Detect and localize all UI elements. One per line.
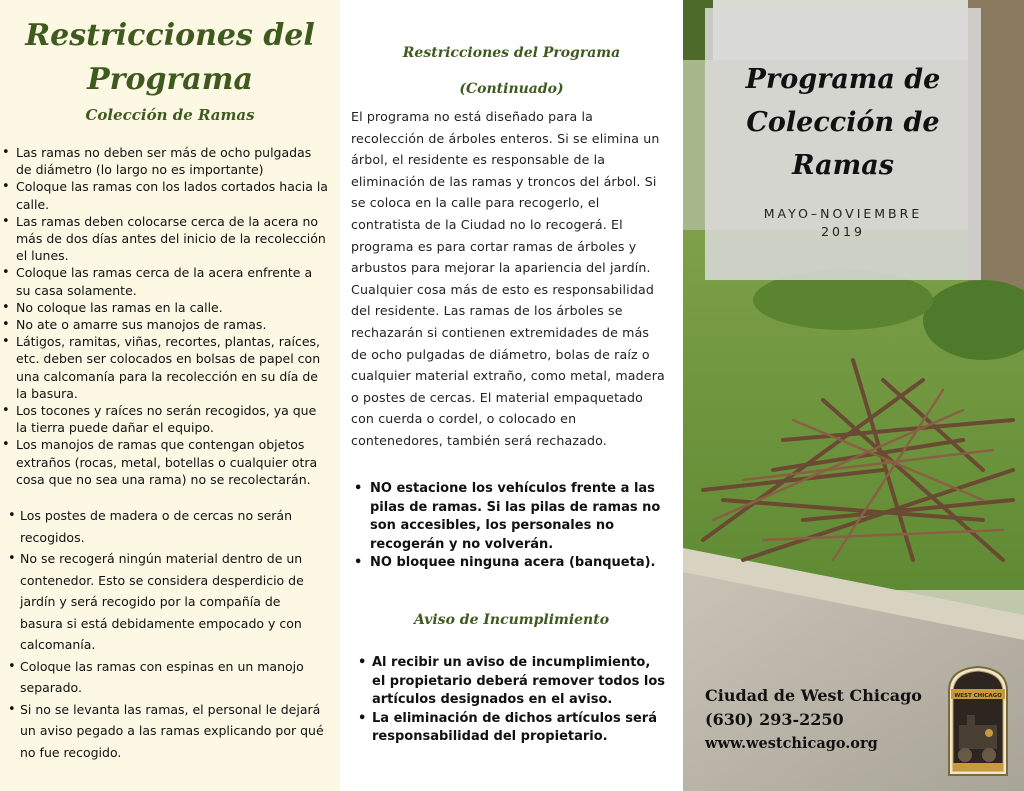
list-item: • Los manojos de ramas que contengan objetos extraños (rocas, metal, botellas o cualquier otra cosa que no sea una rama) no se recolectarán. <box>0 436 330 488</box>
parking-rules-list <box>352 480 662 573</box>
left-title <box>0 14 340 102</box>
dates-range: MAYO–NOVIEMBRE <box>763 206 923 221</box>
middle-title <box>340 35 683 107</box>
left-subtitle: Colección de Ramas <box>85 106 255 124</box>
list-item: • Las ramas deben colocarse cerca de la acera no más de dos días antes del inicio de la recolección el lunes. <box>0 213 330 265</box>
noncompliance-heading: Aviso de Incumplimiento <box>413 612 610 628</box>
list-item: • Al recibir un aviso de incumplimiento, el propietario deberá remover todos los artículos designados en el aviso. <box>356 654 666 710</box>
list-item: • Coloque las ramas con los lados cortados hacia la calle. <box>0 178 330 212</box>
city-name: Ciudad de West Chicago <box>705 686 922 705</box>
list-item: • Coloque las ramas cerca de la acera enfrente a su casa solamente. <box>0 264 330 298</box>
list-item: • NO estacione los vehículos frente a las pilas de ramas. Si las pilas de ramas no son accesibles, los personales no recogerán y no volverán. <box>352 480 662 554</box>
list-item: • No ate o amarre sus manojos de ramas. <box>0 316 330 333</box>
website-link[interactable]: www.westchicago.org <box>705 735 878 752</box>
main-title-line3: Ramas <box>792 150 894 181</box>
list-item: • Coloque las ramas con espinas en un manojo separado. <box>6 656 324 699</box>
middle-title-line1: Restricciones del Programa <box>402 45 621 61</box>
seal-text: WEST CHICAGO <box>954 693 1002 699</box>
middle-title-line2: (Continuado) <box>459 81 564 97</box>
program-dates <box>705 205 981 241</box>
title-box <box>705 8 981 280</box>
main-title <box>705 58 981 187</box>
list-item: • NO bloquee ninguna acera (banqueta). <box>352 554 662 573</box>
restrictions-list-2 <box>6 505 324 763</box>
left-panel <box>0 0 340 791</box>
cover-panel <box>683 0 1024 791</box>
list-item: • No se recogerá ningún material dentro de un contenedor. Esto se considera desperdicio de jardín y será recogido por la compañía de basura si está debidamente empocado y con calcomanía. <box>6 548 324 656</box>
list-item: • Látigos, ramitas, viñas, recortes, plantas, raíces, etc. deben ser colocados en bolsas de papel con una calcomanía para la recolección en su día de la basura. <box>0 333 330 402</box>
city-seal-logo <box>945 663 1011 777</box>
program-description: El programa no está diseñado para la recolección de árboles enteros. Si se elimina un árbol, el residente es responsable de la eliminación de las ramas y troncos del árbol. Si se coloca en la calle para recogerlo, el contratista de la Ciudad no lo recogerá. El programa es para cortar ramas de árboles y arbustos para mejorar la apariencia del jardín. Cualquier cosa más de esto es responsabilidad del residente. Las ramas de los árboles se rechazarán si contienen extremidades de más de ocho pulgadas de diámetro, bolas de raíz o cualquier material extraño, como metal, madera o postes de cercas. El material empaquetado con cuerda o cordel, o colocado en contenedores, también será rechazado. <box>351 109 665 448</box>
left-title-line1: Restricciones del <box>25 18 315 53</box>
list-item: • Los postes de madera o de cercas no serán recogidos. <box>6 505 324 548</box>
list-item: • Las ramas no deben ser más de ocho pulgadas de diámetro (lo largo no es importante) <box>0 144 330 178</box>
list-item: • Si no se levanta las ramas, el personal le dejará un aviso pegado a las ramas explicando por qué no fue recogido. <box>6 699 324 764</box>
dates-year: 2019 <box>821 224 865 239</box>
contact-info <box>705 684 922 756</box>
list-item: • No coloque las ramas en la calle. <box>0 299 330 316</box>
main-title-line1: Programa de <box>745 64 941 95</box>
list-item: • Los tocones y raíces no serán recogidos, ya que la tierra puede dañar el equipo. <box>0 402 330 436</box>
noncompliance-list <box>356 654 666 747</box>
list-item: • La eliminación de dichos artículos será responsabilidad del propietario. <box>356 710 666 747</box>
phone-number: (630) 293-2250 <box>705 710 844 729</box>
left-title-line2: Programa <box>87 62 253 97</box>
main-title-line2: Colección de <box>746 107 940 138</box>
restrictions-list <box>0 144 330 488</box>
